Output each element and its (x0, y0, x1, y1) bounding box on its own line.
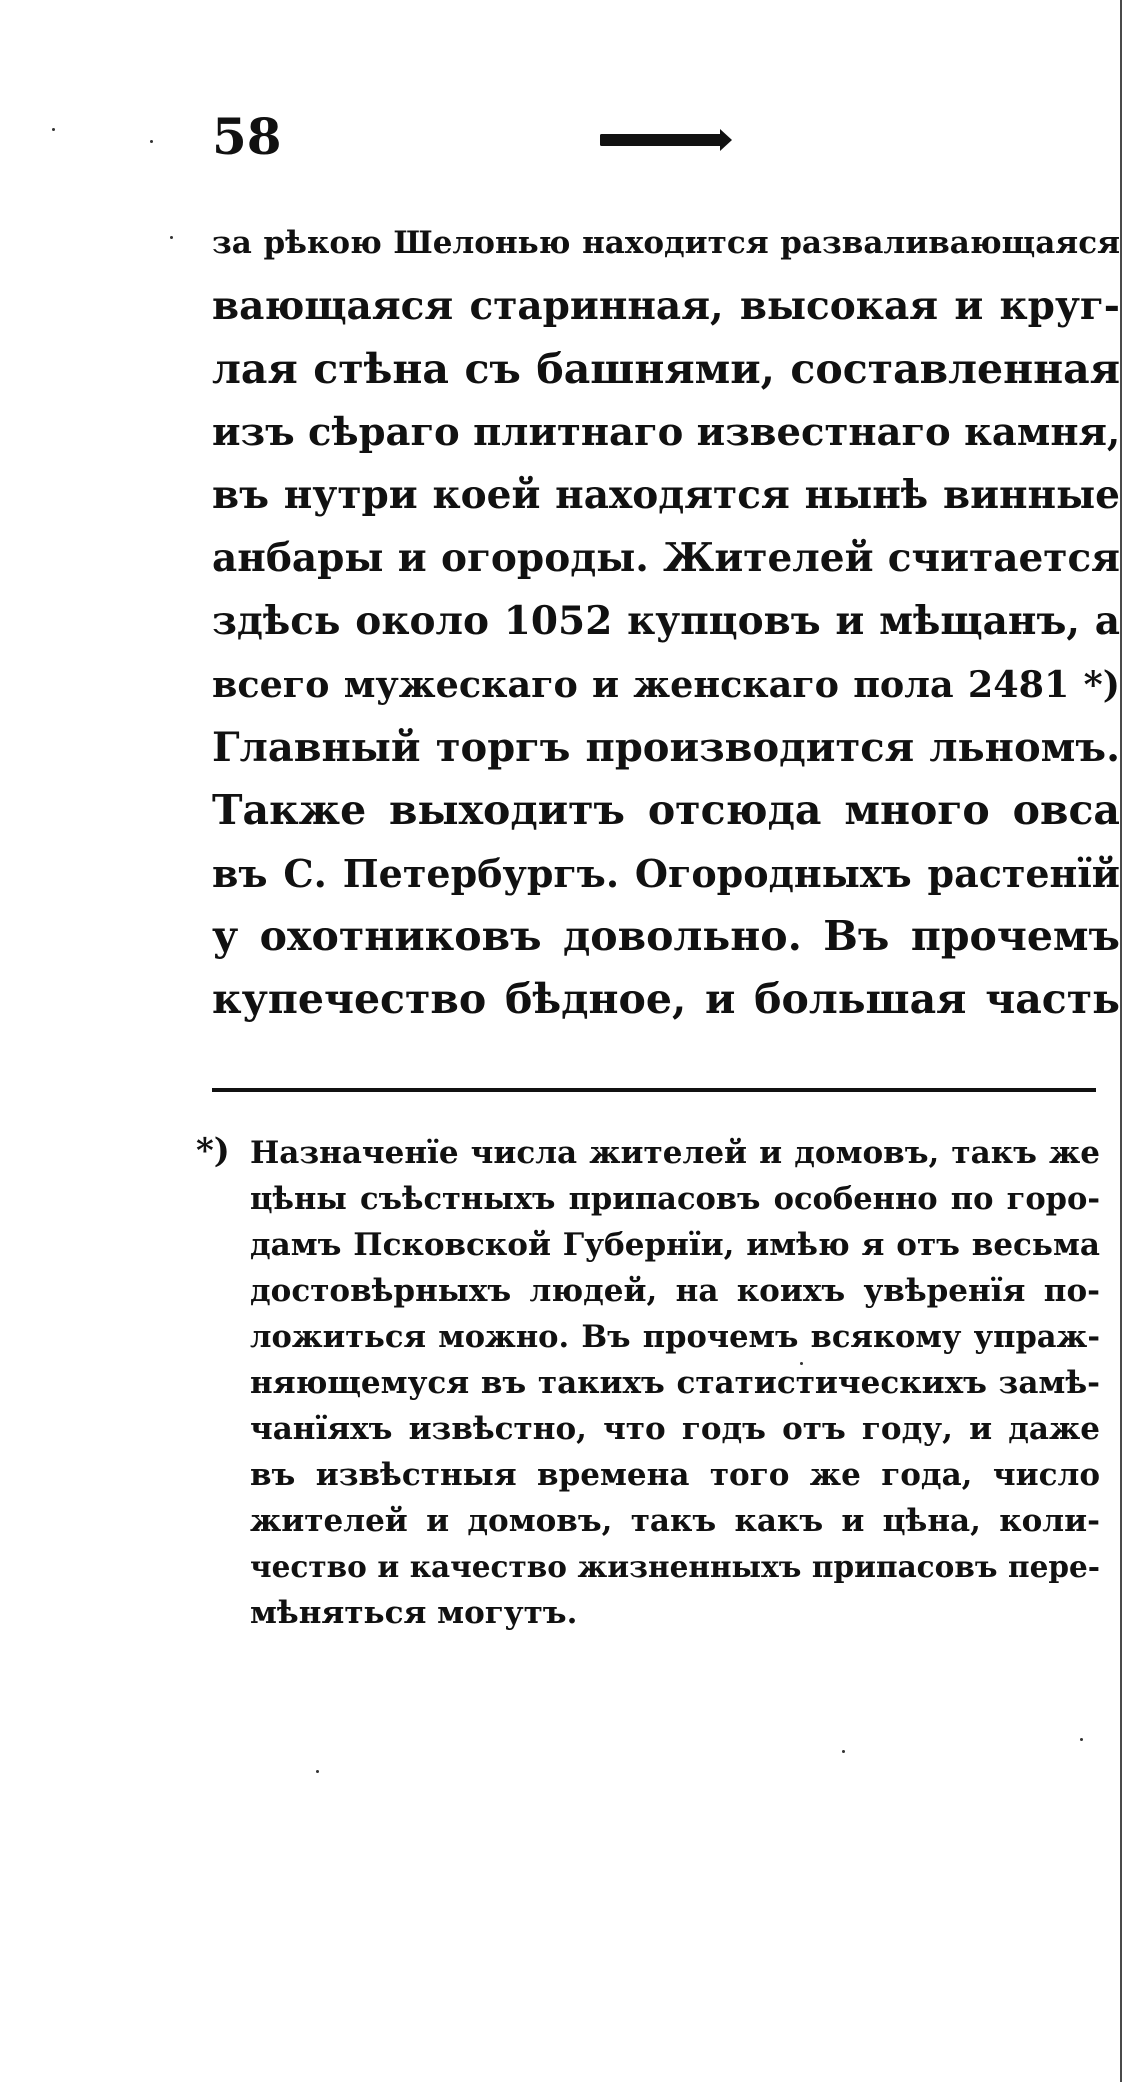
footnote-line: дамъ Псковской Губернїи, имѣю я отъ весьма (250, 1227, 1100, 1263)
footnote-line: цѣны съѣстныхъ припасовъ особенно по горо- (250, 1181, 1100, 1217)
text-line: въ нутри коей находятся нынѣ винные (212, 472, 1120, 518)
footnote-line: няющемуся въ такихъ статистическихъ замѣ- (250, 1365, 1100, 1401)
footnote-line: ложиться можно. Въ прочемъ всякому упраж- (250, 1319, 1100, 1355)
scan-speck (150, 140, 153, 143)
page-number: 58 (212, 107, 282, 166)
footnote-marker: *) (196, 1131, 230, 1171)
text-line: Главный торгъ производится льномъ. (212, 724, 1120, 771)
footnote-line: мѣняться могутъ. (250, 1595, 578, 1631)
scan-speck (316, 1770, 319, 1773)
text-line: всего мужескаго и женскаго пола 2481 *) (212, 663, 1120, 706)
footnote-line: чанїяхъ извѣстно, что годъ отъ году, и даже (250, 1411, 1100, 1447)
text-line: анбары и огороды. Жителей считается (212, 535, 1120, 581)
text-line: за рѣкою Шелонью находится разваливающаяся (212, 225, 1120, 261)
header-ornament (600, 134, 726, 146)
text-line: купечество бѣдное, и большая часть (212, 975, 1120, 1023)
text-line: Также выходитъ отсюда много овса (212, 786, 1120, 834)
text-line: изъ сѣраго плитнаго известнаго камня, (212, 410, 1121, 455)
footnote-text (250, 1130, 1100, 1636)
footnote-line: въ извѣстныя времена того же года, число (250, 1457, 1100, 1493)
scan-speck (842, 1750, 845, 1753)
footnote-line: чество и качество жизненныхъ припасовъ пере- (250, 1549, 1100, 1584)
text-line: вающаяся старинная, высокая и круг- (212, 283, 1120, 329)
footnote-line: Назначенїе числа жителей и домовъ, такъ же (250, 1135, 1100, 1171)
scan-speck (170, 236, 173, 239)
footnote-line: жителей и домовъ, такъ какъ и цѣна, коли- (250, 1503, 1100, 1539)
scan-speck (52, 128, 55, 131)
text-line: здѣсь около 1052 купцовъ и мѣщанъ, а (212, 598, 1120, 644)
footnote-separator (212, 1088, 1096, 1092)
scan-speck (1080, 1738, 1083, 1741)
text-line: въ С. Петербургъ. Огородныхъ растенїй (212, 851, 1120, 896)
text-line: лая стѣна съ башнями, составленная (212, 345, 1120, 393)
footnote-line: достовѣрныхъ людей, на коихъ увѣренїя по- (250, 1273, 1100, 1309)
text-line: у охотниковъ довольно. Въ прочемъ (212, 912, 1120, 960)
scan-speck (800, 1362, 803, 1365)
main-text (212, 212, 1120, 1031)
page-edge-line (1120, 0, 1122, 2082)
